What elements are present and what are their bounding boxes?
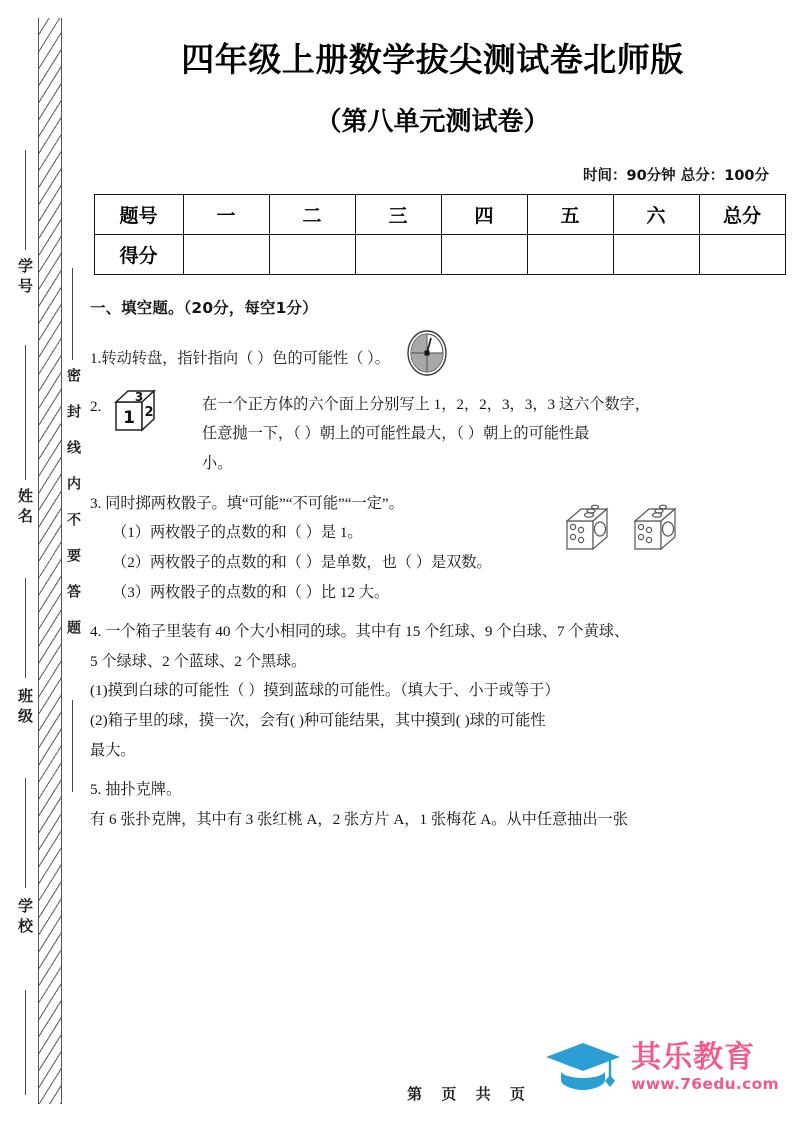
question-3-line-3: （2）两枚骰子的点数的和（ ）是单数，也（ ）是双数。 [112, 553, 492, 571]
page-footer: 第 页 共 页 [407, 1085, 532, 1103]
margin-label-student-id: 学号 [16, 258, 32, 298]
cube-dice-icon [108, 386, 166, 449]
score-table-row-header: 得分 [94, 235, 183, 275]
logo-url: www.76edu.com [631, 1074, 779, 1093]
svg-text:1: 1 [123, 407, 135, 428]
score-cell-2[interactable] [269, 235, 355, 275]
watermark-logo [544, 1037, 779, 1098]
question-2-line-3: 小。 [202, 454, 233, 472]
question-4-line-5: 最大。 [90, 741, 136, 759]
seal-divider-line [72, 700, 73, 792]
score-table-col-5: 五 [527, 195, 613, 235]
score-table [94, 194, 786, 275]
score-cell-1[interactable] [183, 235, 269, 275]
table-row [94, 235, 785, 275]
score-table-col-total: 总分 [699, 195, 785, 235]
seal-notice-label: 密封线内不要答题 [65, 368, 80, 656]
score-table-col-2: 二 [269, 195, 355, 235]
score-cell-3[interactable] [355, 235, 441, 275]
question-5-line-1: 5. 抽扑克牌。 [90, 781, 182, 799]
margin-label-name: 姓名 [16, 488, 32, 528]
question-2-line-2: 任意抛一下，（ ）朝上的可能性最大，（ ）朝上的可能性最 [202, 425, 590, 443]
spinner-wheel-icon [406, 329, 448, 388]
section-heading-fill-in-blank: 一、填空题。（20分，每空1分） [90, 299, 318, 317]
question-2-line-1: 在一个正方体的六个面上分别写上 1，2，2，3，3，3 这六个数字， [202, 395, 651, 413]
question-5-line-2: 有 6 张扑克牌，其中有 3 张红桃 A，2 张方片 A，1 张梅花 A。从中任意抽出一张 [90, 811, 628, 828]
question-2 [90, 390, 777, 479]
svg-text:2: 2 [144, 404, 154, 420]
question-4-line-2: 5 个绿球、2 个蓝球、2 个黑球。 [90, 652, 307, 670]
svg-text:3: 3 [134, 389, 144, 404]
score-cell-6[interactable] [613, 235, 699, 275]
question-3-line-1: 3. 同时掷两枚骰子。填“可能”“不可能”“一定”。 [90, 494, 404, 512]
page-title: 四年级上册数学拔尖测试卷北师版 [181, 40, 684, 79]
margin-label-school: 学校 [16, 898, 32, 938]
score-table-row-header: 题号 [94, 195, 183, 235]
logo-brand-name: 其乐教育 [631, 1039, 756, 1075]
score-cell-total[interactable] [699, 235, 785, 275]
question-3-line-2: （1）两枚骰子的点数的和（ ）是 1。 [112, 524, 363, 542]
seal-divider-line [72, 268, 73, 360]
seal-hatch-band [38, 18, 62, 1104]
margin-label-class: 班级 [16, 688, 32, 728]
margin-divider-line [25, 578, 26, 678]
question-5 [90, 775, 777, 834]
logo-text-block [631, 1039, 779, 1093]
exam-meta: 时间：90分钟 总分：100分 [583, 168, 769, 184]
margin-divider-line [25, 150, 26, 250]
margin-divider-line [25, 778, 26, 888]
score-table-col-1: 一 [183, 195, 269, 235]
question-4-line-1: 4. 一个箱子里装有 40 个大小相同的球。其中有 15 个红球、9 个白球、7 个黄球、 [90, 623, 630, 641]
seal-margin [0, 0, 86, 1122]
question-1-text: 1.转动转盘，指针指向（ ）色的可能性（ ）。 [90, 350, 390, 368]
score-table-col-4: 四 [441, 195, 527, 235]
table-row [94, 195, 785, 235]
score-cell-5[interactable] [527, 235, 613, 275]
question-4-line-3: (1)摸到白球的可能性（ ）摸到蓝球的可能性。（填大于、小于或等于） [90, 682, 560, 700]
question-2-number: 2. [90, 397, 102, 415]
score-cell-4[interactable] [441, 235, 527, 275]
question-3 [90, 489, 777, 608]
exam-sheet [86, 0, 793, 1122]
score-table-col-3: 三 [355, 195, 441, 235]
dice-pair-icon [559, 499, 699, 572]
margin-divider-line [25, 345, 26, 480]
question-content [90, 293, 777, 835]
graduation-cap-icon [544, 1037, 622, 1098]
question-4 [90, 617, 777, 765]
page-subtitle: （第八单元测试卷） [315, 107, 550, 137]
question-1 [90, 329, 777, 388]
score-table-col-6: 六 [613, 195, 699, 235]
margin-divider-line [25, 990, 26, 1095]
question-4-line-4: (2)箱子里的球，摸一次，会有( )种可能结果，其中摸到( )球的可能性 [90, 712, 546, 730]
question-3-line-4: （3）两枚骰子的点数的和（ ）比 12 大。 [112, 583, 390, 601]
